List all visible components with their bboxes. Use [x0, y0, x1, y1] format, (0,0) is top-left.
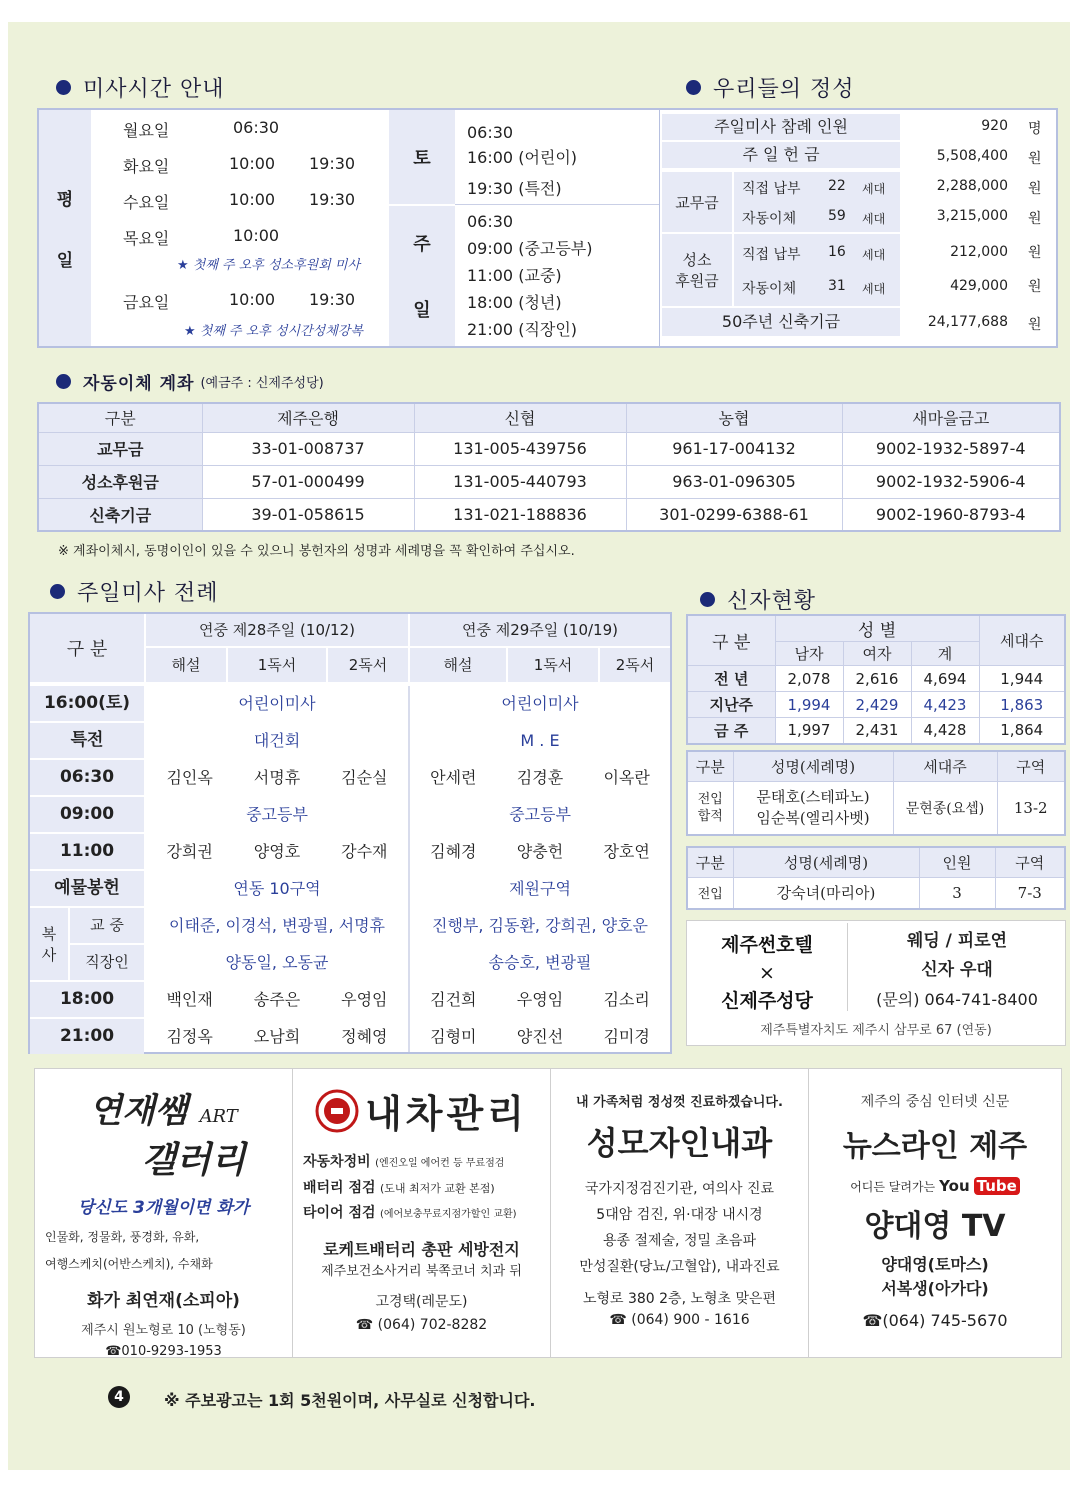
hotel-ad: 제주썬호텔 × 신제주성당 웨딩 / 피로연 신자 우대 (문의) 064-741-8400 제주특별자치도 제주시 삼무로 67 (연동): [686, 920, 1066, 1046]
day-thu: 목요일: [123, 229, 170, 248]
accounts-heading: 자동이체 계좌 (예금주 : 신제주성당): [56, 369, 324, 394]
liturgy-cell: 중고등부: [509, 805, 571, 824]
liturgy-cell: 김인옥: [166, 768, 213, 787]
liturgy-cell: 김미경: [603, 1027, 650, 1046]
bullet-icon: [700, 592, 715, 607]
bullet-icon: [686, 80, 701, 95]
bullet-icon: [56, 80, 71, 95]
saturday-times: 06:30 16:00 (어린이) 19:30 (특전): [467, 123, 578, 198]
footer-note: ※ 주보광고는 1회 5천원이며, 사무실로 신청합니다.: [164, 1391, 536, 1410]
liturgy-cell: 양진선: [516, 1027, 564, 1046]
liturgy-row-label: 18:00: [30, 982, 144, 1017]
liturgy-cell: 강희권: [166, 842, 213, 861]
liturgy-row-label: 예물봉헌: [30, 871, 144, 906]
day-mon: 월요일: [123, 121, 170, 140]
liturgy-cell: 이옥란: [603, 768, 650, 787]
bullet-icon: [50, 584, 65, 599]
liturgy-cell: 송주은: [253, 990, 301, 1009]
believers-heading: 신자현황: [700, 584, 816, 615]
ad-clinic: 내 가족처럼 정성껏 진료하겠습니다. 성모자인내과 국가지정검진기관, 여의사 진료 5대암 검진, 위·대장 내시경 용종 절제술, 정밀 초음파 만성질환(당뇨/고혈압), 내과진료 노형로 380 2층, 노형초 맞은편 ☎ (064) 900 - 1616: [551, 1069, 809, 1357]
offering-heading: [686, 72, 855, 103]
ads-row: [34, 1068, 1062, 1358]
liturgy-row-label: 16:00(토): [30, 686, 144, 721]
mass-times-heading: [56, 72, 225, 103]
liturgy-cell: 오남희: [253, 1027, 301, 1046]
ad-news: 제주의 중심 인터넷 신문 뉴스라인 제주 어디든 달려가는 You Tube 양대영 TV 양대영(토마스) 서복생(아가다) ☎(064) 745-5670: [842, 1094, 1028, 1330]
liturgy-cell: 안세련: [430, 768, 477, 787]
mass-times-title: 미사시간 안내: [83, 77, 225, 102]
liturgy-cell: 김소리: [603, 990, 650, 1009]
believers-table: 구 분 성 별 세대수 남자 여자 계 전 년 2,078 2,616 4,694 1,944 지난주 1,994 2,429 4,423 1,863 금 주 1,997 2,431 4,428 1,864: [686, 614, 1066, 745]
liturgy-cell: 정혜영: [341, 1027, 388, 1046]
liturgy-cell: 제원구역: [509, 879, 571, 898]
vocation-label: 성소 후원금: [662, 234, 732, 306]
liturgy-cell: 연동 10구역: [233, 879, 321, 898]
week2-header: 연중 제29주일 (10/19): [410, 614, 670, 646]
page-number: 4: [108, 1386, 130, 1408]
day-fri: 금요일: [123, 293, 170, 312]
liturgy-cell: 김형미: [430, 1027, 477, 1046]
liturgy-cell: 우영임: [516, 990, 564, 1009]
offering-box: 주일미사 참례 인원 920 명 주 일 헌 금 5,508,400 원 교무금 직접 납부 22 세대 2,288,000 원 자동이체 59 세대 3,215,000 원 성소 후원금 직접 납부 16 세대 212,000 원 자동이체 31 세대 429,000 원 50주년 신축기금 24,177,688 원: [660, 108, 1058, 348]
liturgy-heading: 주일미사 전례: [50, 576, 219, 607]
day-wed: 수요일: [123, 193, 170, 212]
transfer-table-1: 구분 성명(세례명) 세대주 구역 전입 합적 문태호(스테파노) 임순복(엘리사벳) 문현종(요셉) 13-2: [686, 750, 1066, 836]
liturgy-cell: 어린이미사: [501, 694, 579, 713]
hotel-ad-right: 웨딩 / 피로연 신자 우대 (문의) 064-741-8400: [876, 931, 1038, 1009]
boksa-label: 복 사: [30, 908, 68, 980]
liturgy-cell: 김순실: [341, 768, 388, 787]
note-friday: ★ 첫째 주 오후 성시간성체강복: [184, 324, 363, 339]
accounts-table: 구분 제주은행 신협 농협 새마을금고 교무금 33-01-008737 131-005-439756 961-17-004132 9002-1932-5897-4 성소후원금 57-01-000499 131-005-440793 963-01-096305 9002-1932-5906-4 신축기금 39-01-058615 131-021-188836 301-0299-6388-61 9002-1960-8793-4: [37, 402, 1061, 532]
liturgy-cell: 양충헌: [516, 842, 564, 861]
liturgy-cell: 김건희: [430, 990, 477, 1009]
liturgy-row-label: 직장인: [70, 945, 144, 980]
car-logo-icon: [315, 1089, 359, 1133]
saturday-label: 토: [389, 110, 455, 204]
accounts-note: ※ 계좌이체시, 동명이인이 있을 수 있으니 봉헌자의 성명과 세례명을 꼭 확인하여 주십시오.: [58, 544, 575, 559]
note-thursday: ★ 첫째 주 오후 성소후원회 미사: [177, 258, 361, 273]
week1-header: 연중 제28주일 (10/12): [146, 614, 408, 646]
liturgy-cell: 진행부, 김동환, 강희권, 양호운: [432, 916, 648, 935]
liturgy-row-label: 11:00: [30, 834, 144, 869]
liturgy-cell: 김혜경: [430, 842, 477, 861]
liturgy-cell: 대건회: [253, 731, 301, 750]
sunday-times: 06:30 09:00 (중고등부) 11:00 (교중) 18:00 (청년) 21:00 (직장인): [467, 212, 593, 339]
weekday-label: 평 일: [39, 110, 91, 346]
sunday-label: 주 일: [389, 206, 455, 346]
divider: [455, 204, 659, 205]
liturgy-row-label: 21:00: [30, 1019, 144, 1054]
liturgy-box: 구 분 연중 제28주일 (10/12) 연중 제29주일 (10/19) 해설 1독서 2독서 해설 1독서 2독서 16:00(토) 어린이미사 어린이미사 특전 대건회 M . E 06:30 김인옥 서명휴 김순실 안세련 김경훈 이옥란 09:00 중고등부 중고등부 11:00 강희권 양영호 강수재 김혜경 양충헌 장호연 예물봉헌 연동 10구역 제원구역 교 중 이태준, 이경석, 변광필, 서명휴 진행부, 김동환, 강희권, 양호운 직장인 양동일, 오동균 송승호, 변광필 18:00 백인재 송주은 우영임 김건희 우영임 김소리 21:00 김정옥 오남희 정혜영 김형미 양진선 김미경 복 사: [28, 612, 672, 1054]
ad-car: 내차관리 자동차정비 (엔진오일 에어컨 등 무료점검 배터리 점검 (도내 최저가 교환 본점) 타이어 점검 (에어보충무료지점가할인 교환) 로케트배터리 총판 세방전지 제주보건소사거리 북쪽코너 치과 뒤 고경택(레문도) ☎ (064) 702-8282: [293, 1069, 551, 1357]
liturgy-cell: 우영임: [341, 990, 388, 1009]
liturgy-cell: 이태준, 이경석, 변광필, 서명휴: [169, 916, 385, 935]
liturgy-cell: 강수재: [341, 842, 388, 861]
liturgy-row-label: 06:30: [30, 760, 144, 795]
liturgy-cell: 중고등부: [246, 805, 308, 824]
liturgy-cell: 송승호, 변광필: [488, 953, 592, 972]
liturgy-row-label: 특전: [30, 723, 144, 758]
youtube-icon: You: [939, 1177, 970, 1195]
hotel-ad-left: 제주썬호텔 × 신제주성당: [721, 934, 813, 1012]
weekday-mass-box: 평 일 월요일 06:30 화요일 10:00 19:30 수요일 10:00 19:30 목요일 10:00 ★ 첫째 주 오후 성소후원회 미사 금요일 10:00 19:30 ★ 첫째 주 오후 성시간성체강복 토 주 일 06:30 16:00 (어린이) 19:30 (특전) 06:30 09:00 (중고등부) 11:00 (교중) 18:00 (청년) 21:00 (직장인): [37, 108, 661, 348]
liturgy-cell: 서명휴: [253, 768, 301, 787]
liturgy-cell: 양영호: [253, 842, 301, 861]
transfer-table-2: 구분 성명(세례명) 인원 구역 전입 강숙녀(마리아) 3 7-3: [686, 846, 1066, 910]
liturgy-cell: M . E: [520, 731, 560, 750]
bullet-icon: [56, 374, 71, 389]
liturgy-cell: 양동일, 오동균: [225, 953, 329, 972]
liturgy-row-label: 교 중: [70, 908, 144, 943]
liturgy-cell: 어린이미사: [238, 694, 316, 713]
ad-gallery: 연재쌤 ART 갤러리 당신도 3개월이면 화가 인물화, 정물화, 풍경화, 유화, 여행스케치(어반스케치), 수채화 화가 최연재(소피아) 제주시 원노형로 10 (노형동) ☎010-9293-1953: [35, 1069, 293, 1357]
liturgy-row-label: 09:00: [30, 797, 144, 832]
bulletin-page: [8, 22, 1070, 1470]
liturgy-cell: 백인재: [166, 990, 213, 1009]
liturgy-cell: 김정옥: [166, 1027, 213, 1046]
offering-title: 우리들의 정성: [713, 77, 855, 102]
day-tue: 화요일: [123, 157, 170, 176]
liturgy-cell: 장호연: [603, 842, 650, 861]
liturgy-cell: 김경훈: [516, 768, 564, 787]
